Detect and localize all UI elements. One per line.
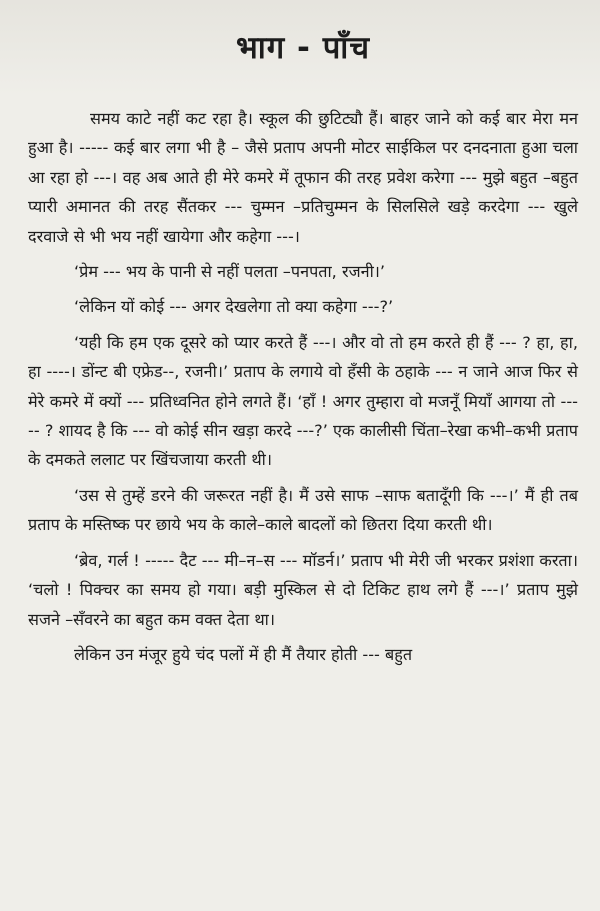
paragraph: ‘उस से तुम्हें डरने की जरूरत नहीं है। मैं उसे साफ –साफ बतादूँगी कि ---।’ मैं ही तब प्रताप के मस्तिष्क पर छाये भय के काले–काले बादलों को छितरा दिया करती थी। — [28, 485, 578, 535]
paragraph: लेकिन उन मंजूर हुये चंद पलों में ही मैं तैयार होती --- बहुत — [74, 644, 413, 664]
chapter-title: भाग - पाँच — [235, 30, 371, 66]
paragraph: ‘ब्रेव, गर्ल ! ----- दैट --- मी–न–स --- मॉडर्न।’ प्रताप भी मेरी जी भरकर प्रशंशा करता। ‘चलो ! पिक्चर का समय हो गया। बड़ी मुस्किल से दो टिकिट हाथ लगे हैं ---।’ प्रताप मुझे सजने –सँवरने का बहुत कम वक्त देता था। — [28, 550, 578, 629]
chapter-body — [28, 104, 578, 669]
paragraph: ‘प्रेम --- भय के पानी से नहीं पलता –पनपता, रजनी।’ — [74, 262, 386, 282]
paragraph: समय काटे नहीं कट रहा है। स्कूल की छुटिट्यौ हैं। बाहर जाने को कई बार मेरा मन हुआ है। ----- कई बार लगा भी है – जैसे प्रताप अपनी मोटर साईकिल पर दनदनाता हुआ चला आ रहा हो ---। वह अब आते ही मेरे कमरे में तूफान की तरह प्रवेश करेगा --- मुझे बहुत –बहुत प्यारी अमानत की तरह सैंतकर --- चुम्मन –प्रतिचुम्मन के सिलसिले खड़े करदेगा --- खुले दरवाजे से भी भय नहीं खायेगा और कहेगा ---। — [28, 109, 578, 246]
paragraph: ‘लेकिन यों कोई --- अगर देखलेगा तो क्या कहेगा ---?’ — [74, 297, 394, 317]
paragraph: ‘यही कि हम एक दूसरे को प्यार करते हैं ---। और वो तो हम करते ही हैं --- ? हा, हा, हा ----। डोंन्ट बी एफ्रेड--, रजनी।’ प्रताप के लगाये वो हँसी के ठहाके --- न जाने आज फिर से मेरे कमरे में क्यों --- प्रतिध्वनित होने लगते हैं। ‘हाँ ! अगर तुम्हारा वो मजनूँ मियाँ आगया तो ----- ? शायद है कि --- वो कोई सीन खड़ा करदे ---?’ एक कालीसी चिंता–रेखा कभी–कभी प्रताप के दमकते ललाट पर खिंचजाया करती थी। — [28, 332, 578, 470]
